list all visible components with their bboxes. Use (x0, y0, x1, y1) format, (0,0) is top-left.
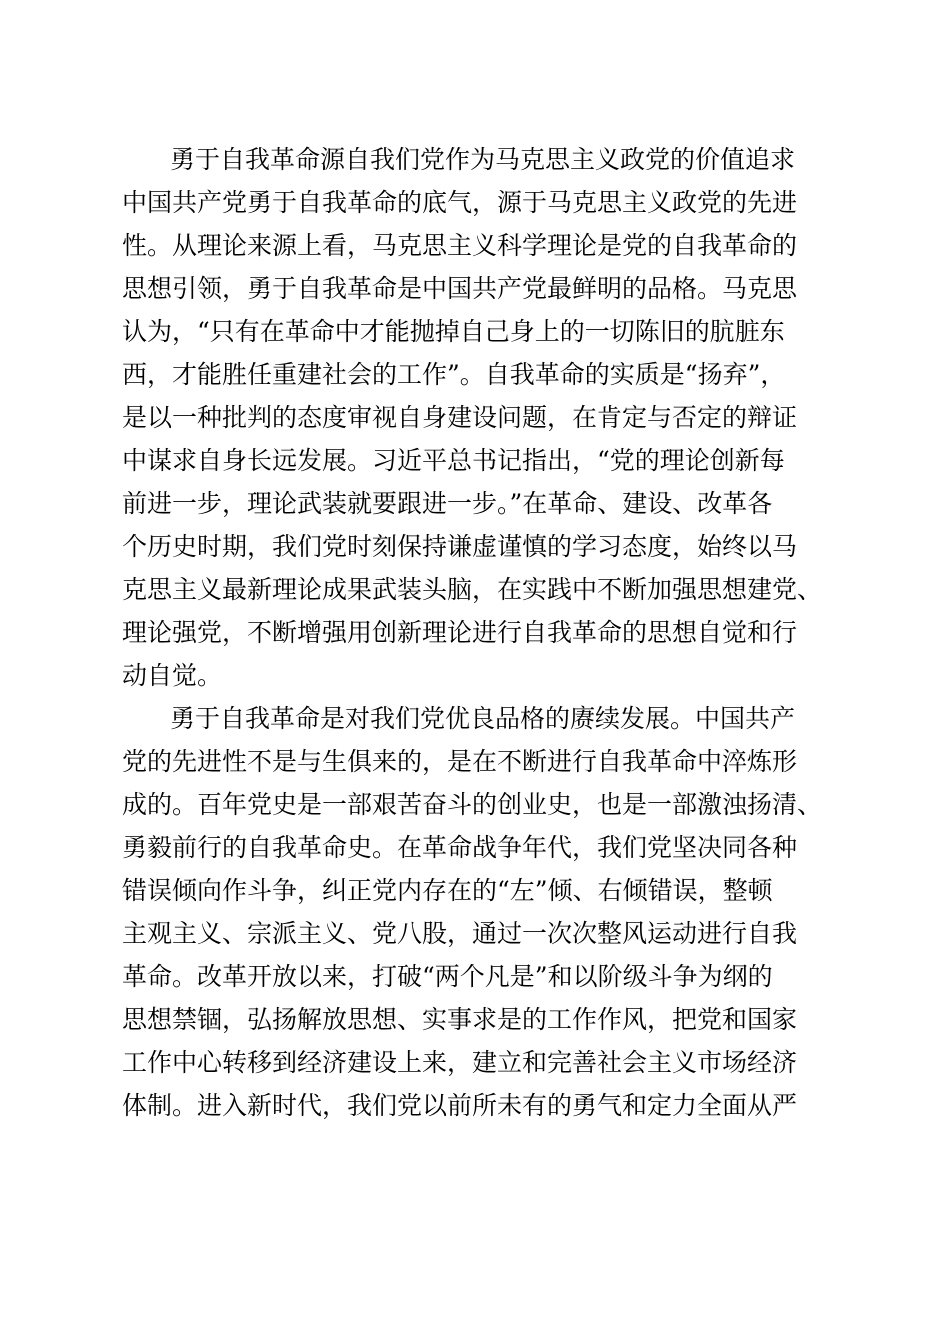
paragraph-2-line-1: 勇于自我革命是对我们党优良品格的赓续发展。中国共产 (170, 704, 796, 733)
paragraph-1-line-8: 中谋求自身长远发展。习近平总书记指出，“党的理论创新每 (122, 446, 785, 475)
paragraph-1-line-7: 是以一种批判的态度审视自身建设问题，在肯定与否定的辩证 (122, 403, 798, 432)
paragraph-1-line-10: 个历史时期，我们党时刻保持谦虚谨慎的学习态度，始终以马 (122, 532, 798, 561)
paragraph-1-line-12: 理论强党，不断增强用创新理论进行自我革命的思想自觉和行 (122, 618, 798, 647)
paragraph-1-line-3: 性。从理论来源上看，马克思主义科学理论是党的自我革命的 (122, 231, 798, 260)
paragraph-2-line-6: 主观主义、宗派主义、党八股，通过一次次整风运动进行自我 (122, 919, 798, 948)
paragraph-2-line-2: 党的先进性不是与生俱来的，是在不断进行自我革命中淬炼形 (122, 747, 798, 776)
paragraph-1-line-1: 勇于自我革命源自我们党作为马克思主义政党的价值追求 (170, 145, 796, 174)
paragraph-1-line-9: 前进一步，理论武装就要跟进一步。”在革命、建设、改革各 (122, 489, 773, 518)
paragraph-1-line-5: 认为，“只有在革命中才能抛掉自己身上的一切陈旧的肮脏东 (122, 317, 785, 346)
paragraph-2-line-10: 体制。进入新时代，我们党以前所未有的勇气和定力全面从严 (122, 1091, 798, 1120)
paragraph-1-line-13: 动自觉。 (122, 661, 223, 690)
paragraph-1-line-2: 中国共产党勇于自我革命的底气，源于马克思主义政党的先进 (122, 188, 798, 217)
paragraph-2-line-7: 革命。改革开放以来，打破“两个凡是”和以阶级斗争为纲的 (122, 962, 773, 991)
paragraph-1-line-4: 思想引领，勇于自我革命是中国共产党最鲜明的品格。马克思 (122, 274, 798, 303)
paragraph-1-line-6: 西，才能胜任重建社会的工作”。自我革命的实质是“扬弃”， (122, 360, 786, 389)
paragraph-2-line-3: 成的。百年党史是一部艰苦奋斗的创业史，也是一部激浊扬清、 (122, 790, 823, 819)
paragraph-1-line-11: 克思主义最新理论成果武装头脑，在实践中不断加强思想建党、 (122, 575, 823, 604)
paragraph-2-line-8: 思想禁锢，弘扬解放思想、实事求是的工作作风，把党和国家 (122, 1005, 798, 1034)
paragraph-2-line-9: 工作中心转移到经济建设上来，建立和完善社会主义市场经济 (122, 1048, 798, 1077)
paragraph-2-line-5: 错误倾向作斗争，纠正党内存在的“左”倾、右倾错误，整顿 (122, 876, 773, 905)
paragraph-2-line-4: 勇毅前行的自我革命史。在革命战争年代，我们党坚决同各种 (122, 833, 798, 862)
